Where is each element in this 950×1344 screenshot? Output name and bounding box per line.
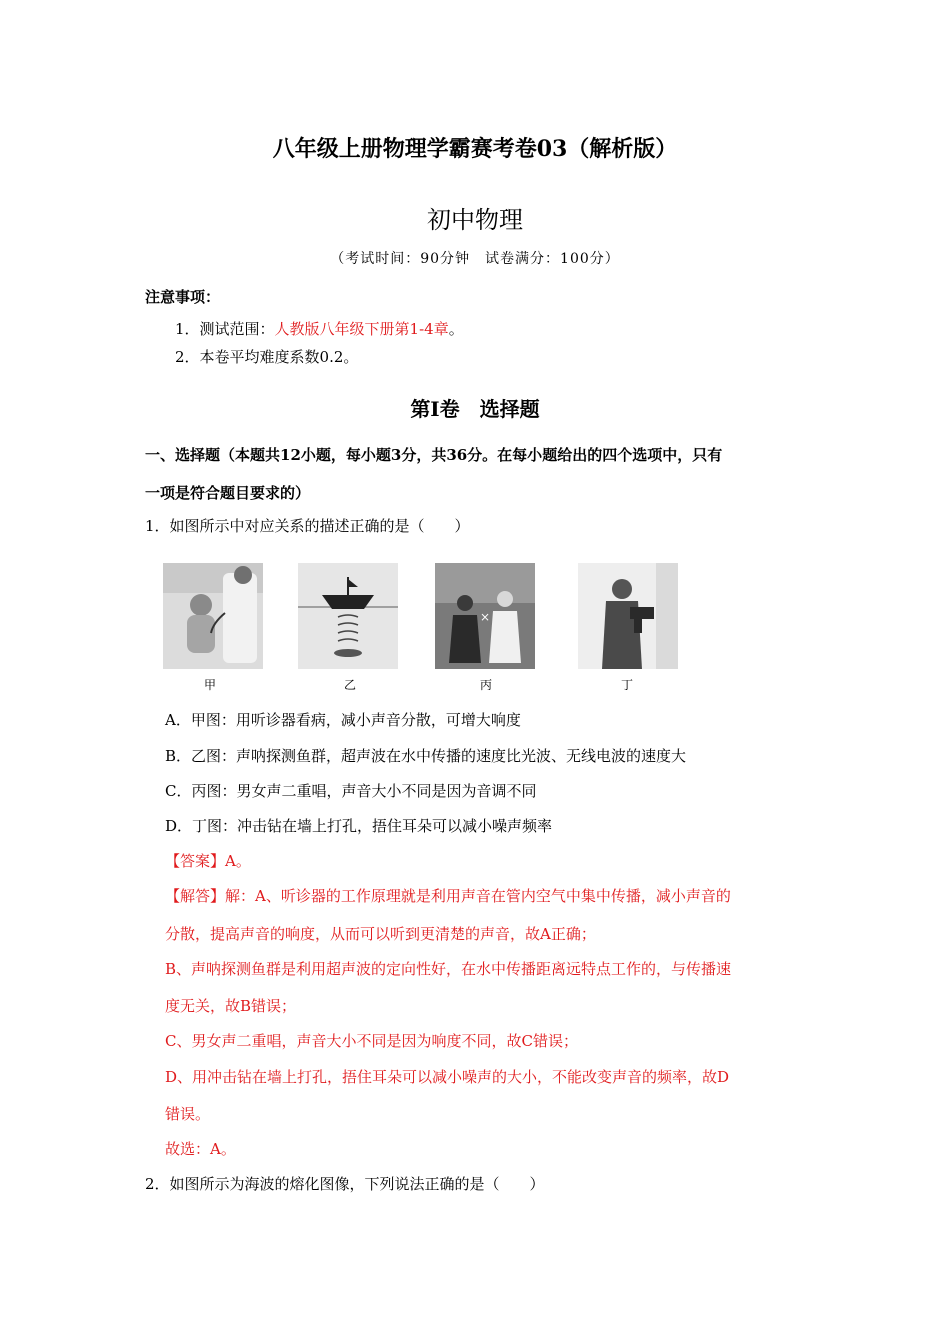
document-title: 八年级上册物理学霸赛考卷03（解析版） — [272, 136, 678, 162]
question-1-stem: 1．如图所示中对应关系的描述正确的是（ ） — [145, 517, 470, 535]
notice-heading: 注意事项： — [145, 288, 221, 306]
duet-illustration — [435, 563, 535, 669]
notice-item-1-prefix: 1．测试范围： — [175, 320, 275, 338]
notice-item-2: 2．本卷平均难度系数0.2。 — [175, 348, 359, 366]
figure-ding-drill — [578, 563, 678, 669]
option-d: D．丁图：冲击钻在墙上打孔，捂住耳朵可以减小噪声频率 — [165, 817, 553, 835]
stethoscope-illustration — [163, 563, 263, 669]
section-instructions-line2: 一项是符合题目要求的） — [145, 484, 311, 502]
figure-jia-stethoscope — [163, 563, 263, 669]
exam-info: （考试时间：90分钟 试卷满分：100分） — [330, 251, 620, 267]
answer-line: 【答案】A。 — [165, 852, 251, 870]
analysis-line: D、用冲击钻在墙上打孔，捂住耳朵可以减小噪声的大小，不能改变声音的频率，故D — [165, 1068, 730, 1086]
figure-caption-bing: 丙 — [480, 678, 493, 692]
figure-caption-ding: 丁 — [621, 678, 634, 692]
figure-caption-jia: 甲 — [204, 678, 217, 692]
analysis-conclusion: 故选：A。 — [165, 1140, 236, 1158]
notice-item-1-suffix: 。 — [448, 320, 464, 338]
analysis-line: C、男女声二重唱，声音大小不同是因为响度不同，故C错误； — [165, 1032, 578, 1050]
section-instructions-line1: 一、选择题（本题共12小题，每小题3分，共36分。在每小题给出的四个选项中，只有 — [145, 446, 723, 464]
figure-bing-duet — [435, 563, 535, 669]
svg-text:×: × — [479, 610, 491, 624]
figure-caption-yi: 乙 — [344, 678, 357, 692]
analysis-line: 度无关，故B错误； — [165, 997, 297, 1015]
notice-item-1 — [175, 318, 464, 339]
analysis-line: B、声呐探测鱼群是利用超声波的定向性好，在水中传播距离远特点工作的，与传播速 — [165, 960, 732, 978]
drill-illustration — [578, 563, 678, 669]
option-b: B．乙图：声呐探测鱼群，超声波在水中传播的速度比光波、无线电波的速度大 — [165, 747, 687, 765]
analysis-line: 分散，提高声音的响度，从而可以听到更清楚的声音，故A正确； — [165, 925, 596, 943]
option-a: A．甲图：用听诊器看病，减小声音分散，可增大响度 — [165, 711, 521, 729]
figure-yi-sonar — [298, 563, 398, 669]
sonar-illustration — [298, 563, 398, 669]
section-title: 第Ⅰ卷 选择题 — [410, 397, 540, 421]
option-c: C．丙图：男女声二重唱，声音大小不同是因为音调不同 — [165, 782, 537, 800]
analysis-line: 【解答】解：A、听诊器的工作原理就是利用声音在管内空气中集中传播，减小声音的 — [165, 887, 731, 905]
subject-heading: 初中物理 — [427, 206, 523, 234]
analysis-line: 错误。 — [165, 1105, 211, 1123]
notice-item-1-scope: 人教版八年级下册第1-4章 — [274, 320, 449, 338]
question-2-stem: 2．如图所示为海波的熔化图像，下列说法正确的是（ ） — [145, 1175, 545, 1193]
